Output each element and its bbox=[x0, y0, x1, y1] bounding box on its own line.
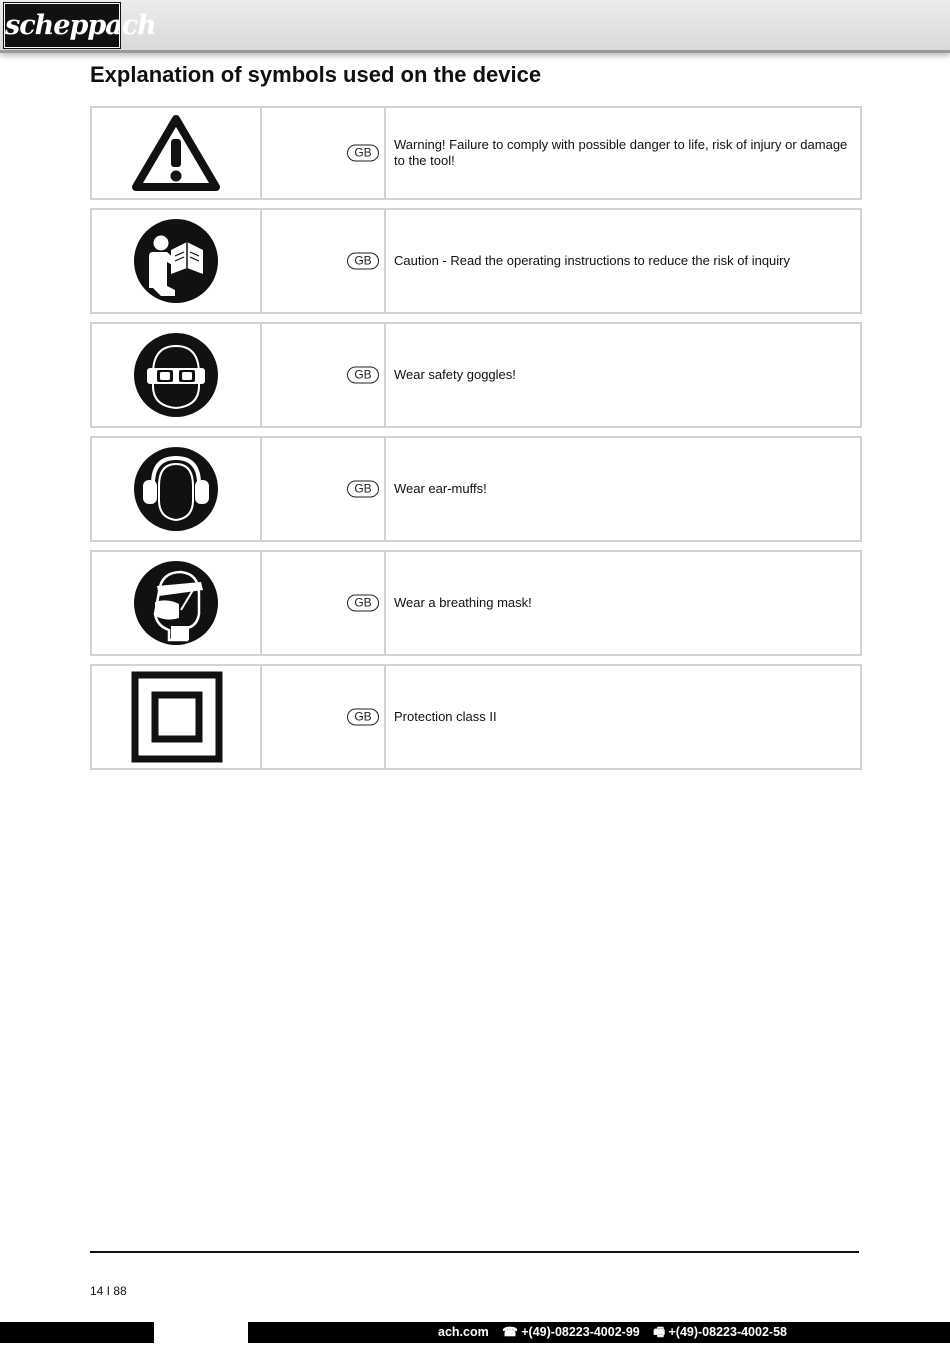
symbol-description: Wear safety goggles! bbox=[394, 367, 516, 382]
symbol-description: Wear ear-muffs! bbox=[394, 481, 487, 496]
symbol-cell bbox=[92, 552, 262, 654]
language-cell bbox=[262, 324, 386, 426]
gb-language-badge: GB bbox=[347, 595, 379, 612]
symbol-row-warning bbox=[90, 106, 862, 200]
breathing-mask-icon bbox=[131, 558, 221, 648]
footer-gap bbox=[154, 1322, 248, 1343]
symbol-row-breathing-mask bbox=[90, 550, 862, 656]
language-cell bbox=[262, 210, 386, 312]
symbol-row-read-manual bbox=[90, 208, 862, 314]
symbol-cell bbox=[92, 324, 262, 426]
symbol-cell bbox=[92, 666, 262, 768]
read-manual-icon bbox=[131, 216, 221, 306]
page-number: 14 I 88 bbox=[90, 1284, 127, 1298]
gb-language-badge: GB bbox=[347, 709, 379, 726]
website-link[interactable]: ach.com bbox=[438, 1325, 489, 1339]
footer-bar bbox=[0, 1322, 950, 1343]
symbol-description: Warning! Failure to comply with possible danger to life, risk of injury or damage to the tool! bbox=[394, 137, 848, 168]
language-cell bbox=[262, 438, 386, 540]
symbol-description: Wear a breathing mask! bbox=[394, 595, 532, 610]
scheppach-logo: scheppach bbox=[4, 3, 120, 48]
gb-language-badge: GB bbox=[347, 253, 379, 270]
gb-language-badge: GB bbox=[347, 367, 379, 384]
symbol-row-ear-muffs bbox=[90, 436, 862, 542]
warning-triangle-icon bbox=[131, 113, 221, 193]
ear-muffs-icon bbox=[131, 444, 221, 534]
language-cell bbox=[262, 108, 386, 198]
symbol-cell bbox=[92, 108, 262, 198]
page-header bbox=[0, 0, 950, 53]
language-cell bbox=[262, 552, 386, 654]
symbol-row-protection-class bbox=[90, 664, 862, 770]
symbol-description: Protection class II bbox=[394, 709, 497, 724]
safety-goggles-icon bbox=[131, 330, 221, 420]
footer-contact bbox=[438, 1322, 797, 1343]
symbol-cell bbox=[92, 438, 262, 540]
language-cell bbox=[262, 666, 386, 768]
symbol-description: Caution - Read the operating instructions to reduce the risk of inquiry bbox=[394, 253, 790, 268]
protection-class-ii-icon bbox=[131, 671, 223, 763]
fax-number: 🖷 +(49)-08223-4002-58 bbox=[653, 1325, 787, 1339]
footer-divider bbox=[90, 1251, 859, 1253]
gb-language-badge: GB bbox=[347, 145, 379, 162]
symbol-row-goggles bbox=[90, 322, 862, 428]
phone-number: ☎ +(49)-08223-4002-99 bbox=[502, 1325, 640, 1339]
page-title: Explanation of symbols used on the device bbox=[90, 62, 542, 87]
gb-language-badge: GB bbox=[347, 481, 379, 498]
symbol-cell bbox=[92, 210, 262, 312]
